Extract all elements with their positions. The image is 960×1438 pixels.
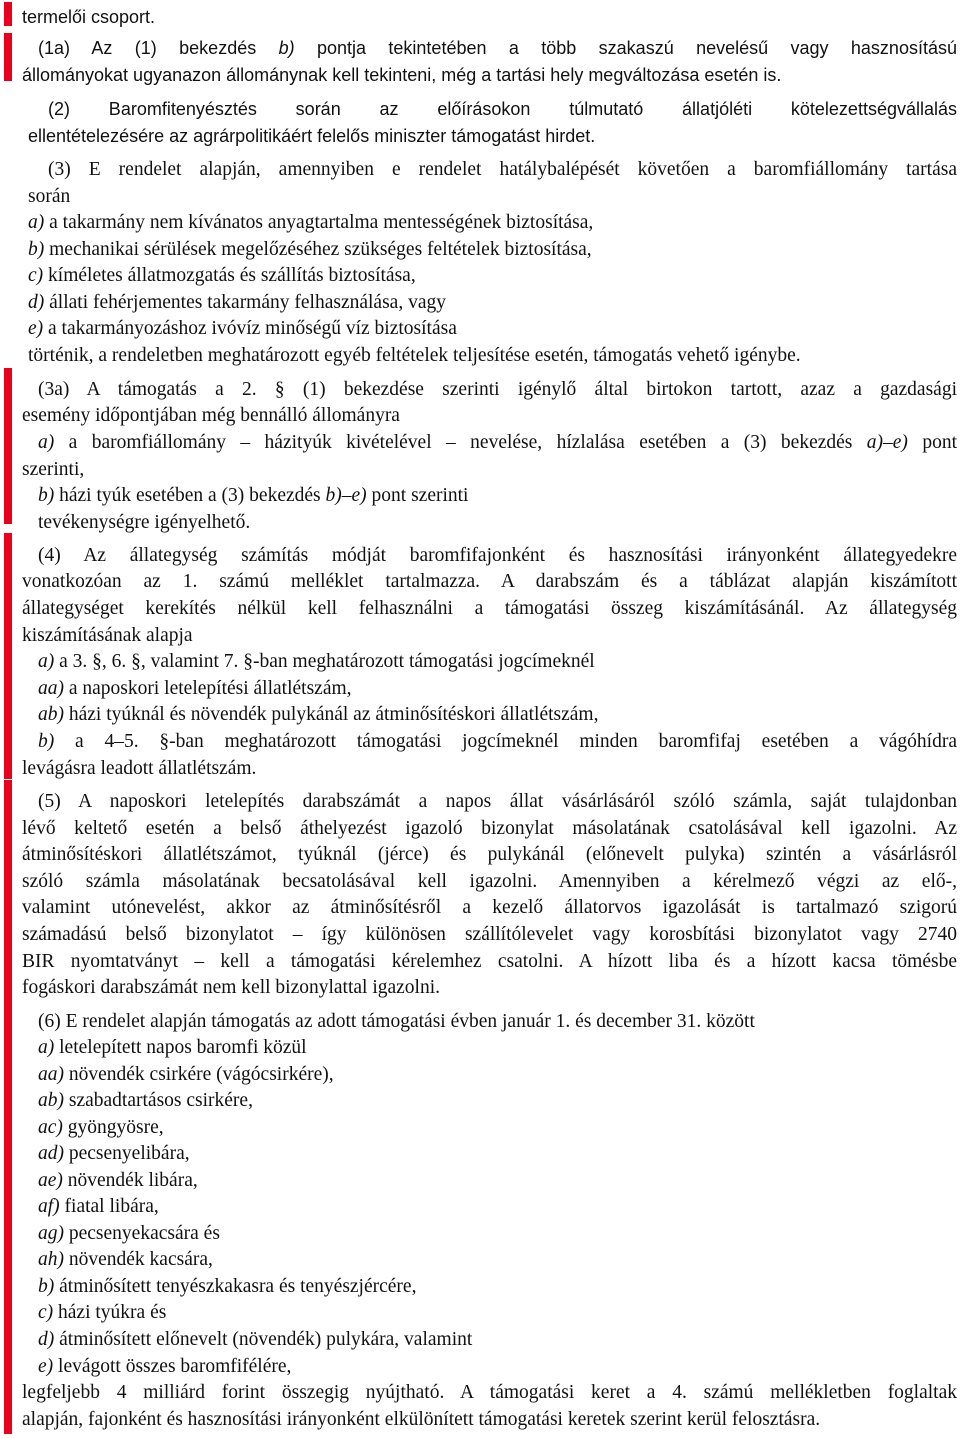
text-line <box>22 1379 957 1406</box>
text-segment: a naposkori letelepítési állatlétszám, <box>64 678 352 699</box>
enumeration-label: a) <box>38 651 55 672</box>
revision-marker <box>4 2 12 26</box>
text-segment: (1a) Az (1) bekezdés <box>38 38 279 58</box>
text-segment: pecsenyelibára, <box>64 1143 190 1164</box>
enumeration-label: e) <box>28 318 44 339</box>
revision-marker <box>4 1000 12 1434</box>
revision-marker <box>4 780 12 1002</box>
revision-marker <box>4 368 12 524</box>
text-segment: legfeljebb 4 milliárd forint összegig nyújtható. A támogatási keret a 4. számú mellékletben foglaltak <box>22 1382 957 1403</box>
enumeration-label: b) <box>38 1276 55 1297</box>
enumeration-label: b) <box>28 239 45 260</box>
text-segment: szerinti, <box>22 459 85 480</box>
text-line <box>38 1220 220 1247</box>
text-line <box>38 648 595 675</box>
text-segment: (6) E rendelet alapján támogatás az adott támogatási évben január 1. és december 31. között <box>38 1011 755 1032</box>
text-line <box>38 1193 159 1220</box>
text-line <box>38 429 957 456</box>
text-line <box>22 402 400 429</box>
text-segment: történik, a rendeletben meghatározott egyéb feltételek teljesítése esetén, támogatás vehető igénybe. <box>28 345 801 366</box>
text-line <box>38 1167 198 1194</box>
text-line <box>38 482 468 509</box>
text-segment: pecsenyekacsára és <box>64 1223 220 1244</box>
text-line <box>22 755 256 782</box>
enumeration-label: d) <box>28 292 45 313</box>
enumeration-label: b) <box>38 731 55 752</box>
text-line <box>38 1061 334 1088</box>
text-line <box>22 948 957 975</box>
enumeration-label: a) <box>38 1037 55 1058</box>
text-segment: növendék kacsára, <box>64 1249 213 1270</box>
enumeration-label: c) <box>38 1302 54 1323</box>
text-segment: állategységet kerekítés nélkül kell felhasználni a támogatási összeg kiszámításánál. Az állategység <box>22 598 957 619</box>
text-line <box>28 289 446 316</box>
text-line <box>48 96 957 123</box>
text-segment: növendék libára, <box>62 1170 198 1191</box>
text-segment: vonatkozóan az 1. számú melléklet tartalmazza. A darabszám és a táblázat alapján kiszámított <box>22 571 957 592</box>
enumeration-label: af) <box>38 1196 60 1217</box>
text-line <box>28 123 595 150</box>
text-segment: a 4–5. §-ban meghatározott támogatási jogcímeknél minden baromfifaj esetében a vágóhídra <box>54 731 957 752</box>
text-segment: valamint utónevelést, akkor az átminősítésről a kezelő állatorvos igazolását is tartalmazó szigorú <box>22 897 957 918</box>
text-line <box>22 974 440 1001</box>
text-segment: a baromfiállomány – házityúk kivételével – nevelése, hízlalása esetében a (3) bekezdés <box>54 432 867 453</box>
text-line <box>22 1406 820 1433</box>
text-segment: szabadtartásos csirkére, <box>64 1090 253 1111</box>
enumeration-label: b)–e) <box>325 485 367 506</box>
text-segment: kíméletes állatmozgatás és szállítás biztosítása, <box>43 265 416 286</box>
enumeration-label: ab) <box>38 704 64 725</box>
text-segment: (5) A naposkori letelepítés darabszámát a napos állat vásárlásáról szóló számla, saját tulajdonban <box>38 791 957 812</box>
text-segment: átminősített előnevelt (növendék) pulykára, valamint <box>54 1329 473 1350</box>
text-segment: alapján, fajonként és hasznosítási irányonként elkülönített támogatási keretek szerint kerül felosztásra. <box>22 1409 821 1430</box>
text-segment: házi tyúk esetében a (3) bekezdés <box>54 485 326 506</box>
text-segment: állati fehérjementes takarmány felhasználása, vagy <box>44 292 446 313</box>
enumeration-label: aa) <box>38 1064 64 1085</box>
text-segment: során <box>28 186 71 207</box>
enumeration-label: e) <box>38 1356 54 1377</box>
text-segment: ellentételezésére az agrárpolitikáért felelős miniszter támogatást hirdet. <box>28 126 596 146</box>
text-line <box>38 1299 166 1326</box>
text-line <box>38 788 957 815</box>
text-segment: pontja tekintetében a több szakaszú nevelésű vagy hasznosítású <box>294 38 957 58</box>
text-line <box>48 156 957 183</box>
text-line <box>38 35 957 62</box>
text-line <box>38 1114 164 1141</box>
text-segment: számadású belső bizonylatot – így különösen szállítólevelet vagy korosbítási bizonylatot vagy 2740 <box>22 924 957 945</box>
text-line <box>22 595 957 622</box>
enumeration-label: b) <box>278 38 295 58</box>
text-line <box>22 622 193 649</box>
text-segment: lévő keltető esetén a belső áthelyezést igazoló bizonylat másolatának csatolásával kell igazolni. Az <box>22 818 957 839</box>
text-segment: a takarmány nem kívánatos anyagtartalma mentességének biztosítása, <box>44 212 594 233</box>
text-line <box>38 1273 416 1300</box>
text-segment: letelepített napos baromfi közül <box>54 1037 307 1058</box>
text-segment: fogáskori darabszámát nem kell bizonylattal igazolni. <box>22 977 441 998</box>
text-line <box>22 868 957 895</box>
text-segment: levágott összes baromfifélére, <box>53 1356 292 1377</box>
enumeration-label: aa) <box>38 678 64 699</box>
text-segment: termelői csoport. <box>22 7 156 27</box>
text-segment: növendék csirkére (vágócsirkére), <box>64 1064 334 1085</box>
text-segment: szóló számla másolatának becsatolásával kell igazolni. Amennyiben a kérelmező végzi az elő-, <box>22 871 957 892</box>
text-segment: (4) Az állategység számítás módját baromfifajonként és hasznosítási irányonként állategyedekre <box>38 545 957 566</box>
enumeration-label: d) <box>38 1329 55 1350</box>
enumeration-label: ae) <box>38 1170 63 1191</box>
text-segment: házi tyúkra és <box>53 1302 167 1323</box>
revision-marker <box>4 33 12 81</box>
text-segment: átminősített tenyészkakasra és tenyészjércére, <box>54 1276 417 1297</box>
revision-marker <box>4 533 12 779</box>
text-segment: házi tyúknál és növendék pulykánál az átminősítéskori állatlétszám, <box>64 704 599 725</box>
text-line <box>22 4 155 31</box>
text-segment: kiszámításának alapja <box>22 625 193 646</box>
text-line <box>22 921 957 948</box>
enumeration-label: ac) <box>38 1117 63 1138</box>
text-segment: a 3. §, 6. §, valamint 7. §-ban meghatározott támogatási jogcímeknél <box>54 651 595 672</box>
text-line <box>38 376 957 403</box>
text-line <box>22 62 781 89</box>
text-line <box>28 183 70 210</box>
enumeration-label: a) <box>38 432 55 453</box>
enumeration-label: c) <box>28 265 44 286</box>
text-line <box>38 1353 291 1380</box>
text-line <box>38 509 250 536</box>
text-line <box>38 728 957 755</box>
text-line <box>22 894 957 921</box>
text-segment: átminősítéskori állatlétszámot, tyúknál (jérce) és pulykánál (előnevelt pulyka) szintén a vásárlásról <box>22 844 957 865</box>
text-line <box>22 456 84 483</box>
enumeration-label: ag) <box>38 1223 64 1244</box>
text-line <box>38 1140 190 1167</box>
text-line <box>22 815 957 842</box>
enumeration-label: ab) <box>38 1090 64 1111</box>
text-line <box>38 1087 253 1114</box>
enumeration-label: b) <box>38 485 55 506</box>
text-line <box>28 236 592 263</box>
text-segment: (3) E rendelet alapján, amennyiben e rendelet hatálybalépését követően a baromfiállomány tartása <box>48 159 957 180</box>
text-line <box>28 342 801 369</box>
text-line <box>28 315 457 342</box>
text-line <box>28 262 416 289</box>
enumeration-label: a) <box>28 212 45 233</box>
text-segment: esemény időpontjában még bennálló állományra <box>22 405 400 426</box>
text-segment: (2) Baromfitenyésztés során az előírásokon túlmutató állatjóléti kötelezettségvállalás <box>48 99 957 119</box>
text-segment: levágásra leadott állatlétszám. <box>22 758 257 779</box>
text-line <box>22 568 957 595</box>
text-segment: tevékenységre igényelhető. <box>38 512 251 533</box>
text-segment: pont szerinti <box>366 485 469 506</box>
text-line <box>38 542 957 569</box>
text-line <box>38 675 352 702</box>
enumeration-label: a)–e) <box>866 432 908 453</box>
text-line <box>22 841 957 868</box>
text-line <box>38 701 598 728</box>
text-segment: mechanikai sérülések megelőzéséhez szükséges feltételek biztosítása, <box>44 239 592 260</box>
text-segment: gyöngyösre, <box>62 1117 164 1138</box>
text-line <box>28 209 593 236</box>
text-line <box>38 1034 307 1061</box>
enumeration-label: ad) <box>38 1143 64 1164</box>
text-segment: állományokat ugyanazon állománynak kell tekinteni, még a tartási hely megváltozása esetén is. <box>22 65 782 85</box>
text-segment: (3a) A támogatás a 2. § (1) bekezdése szerinti igénylő által birtokon tartott, azaz a gazdasági <box>38 379 957 400</box>
text-line <box>38 1008 755 1035</box>
text-line <box>38 1246 213 1273</box>
text-segment: BIR nyomtatványt – kell a támogatási kérelemhez csatolni. A hízott liba és a hízott kacsa tömésbe <box>22 951 957 972</box>
text-segment: a takarmányozáshoz ivóvíz minőségű víz biztosítása <box>43 318 457 339</box>
text-line <box>38 1326 472 1353</box>
text-segment: fiatal libára, <box>59 1196 159 1217</box>
text-segment: pont <box>907 432 958 453</box>
enumeration-label: ah) <box>38 1249 64 1270</box>
